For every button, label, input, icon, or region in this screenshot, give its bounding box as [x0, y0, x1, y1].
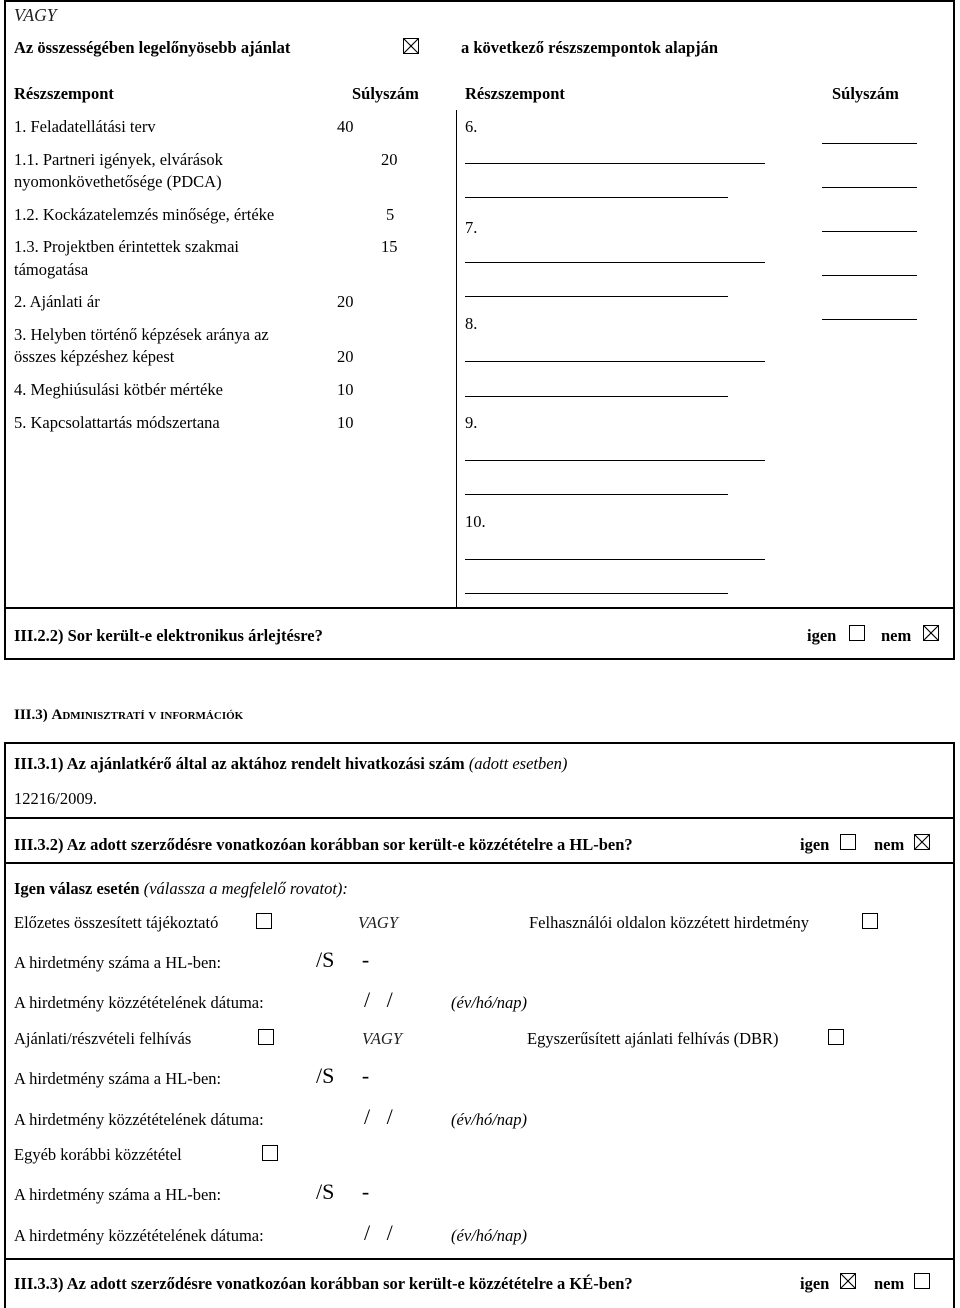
prev-pub-nem-checkbox[interactable] — [914, 834, 930, 850]
ke-igen-label: igen — [800, 1274, 830, 1293]
col-header-left-weight: Súlyszám — [352, 84, 419, 103]
criterion-1-3-line1: 1.3. Projektben érintettek szakmai — [14, 237, 239, 256]
right-criterion-8-line2[interactable] — [465, 396, 728, 397]
if-yes-instruction — [14, 879, 348, 899]
opt-other-checkbox[interactable] — [262, 1145, 278, 1161]
vagy-1: VAGY — [358, 913, 399, 932]
criterion-5: 5. Kapcsolattartás módszertana — [14, 413, 220, 432]
notice-number-label-2: A hirdetmény száma a HL-ben: — [14, 1069, 222, 1088]
notice-date-label-1: A hirdetmény közzétételének dátuma: — [14, 993, 264, 1012]
right-criterion-6-line1[interactable] — [465, 163, 765, 164]
notice-number-label-1: A hirdetmény száma a HL-ben: — [14, 953, 222, 972]
ke-nem-checkbox[interactable] — [914, 1273, 930, 1289]
criterion-1-3-weight: 15 — [381, 237, 398, 256]
prev-pub-divider — [4, 862, 955, 864]
criterion-3-line1: 3. Helyben történő képzések aránya az — [14, 325, 269, 344]
eauction-nem-label: nem — [881, 626, 912, 645]
right-criterion-7-line1[interactable] — [465, 262, 765, 263]
criterion-1: 1. Feladatellátási terv — [14, 117, 156, 136]
opt-dbr-label: Egyszerűsített ajánlati felhívás (DBR) — [527, 1029, 779, 1048]
criterion-1-2: 1.2. Kockázatelemzés minősége, értéke — [14, 205, 275, 224]
right-criterion-9-number: 9. — [465, 413, 478, 432]
vagy-2: VAGY — [362, 1029, 403, 1048]
col-header-right-weight: Súlyszám — [832, 84, 899, 103]
right-weight-line-10[interactable] — [822, 319, 917, 320]
prev-publication-question: III.3.2) Az adott szerződésre vonatkozóan korábban sor került-e közzétételre a HL-ben? — [14, 835, 633, 854]
notice-date-value-2[interactable]: / / — [364, 1104, 393, 1129]
criterion-4: 4. Meghiúsulási kötbér mértéke — [14, 380, 223, 399]
criterion-1-2-weight: 5 — [386, 205, 395, 224]
right-criterion-9-line2[interactable] — [465, 494, 728, 495]
admin-heading-text: Adminisztratí v információk — [51, 707, 244, 723]
col-header-right-criterion: Részszempont — [465, 84, 565, 103]
admin-heading-prefix: III.3) — [14, 707, 52, 723]
criterion-5-weight: 10 — [337, 413, 354, 432]
right-criterion-8-number: 8. — [465, 314, 478, 333]
admin-frame — [4, 742, 955, 1308]
opt-buyer-profile-checkbox[interactable] — [862, 913, 878, 929]
eauction-question: III.2.2) Sor került-e elektronikus árlejtésre? — [14, 626, 323, 645]
ref-number-question-bold: III.3.1) Az ajánlatkérő által az aktához rendelt hivatkozási szám — [14, 754, 465, 773]
col-header-left-criterion: Részszempont — [14, 84, 114, 103]
ke-igen-checkbox[interactable] — [840, 1273, 856, 1289]
notice-date-label-2: A hirdetmény közzétételének dátuma: — [14, 1110, 264, 1129]
opt-buyer-profile-label: Felhasználói oldalon közzétett hirdetmény — [529, 913, 809, 932]
prev-pub-igen-checkbox[interactable] — [840, 834, 856, 850]
criterion-1-3-line2: támogatása — [14, 260, 89, 279]
criterion-1-1-line1: 1.1. Partneri igények, elvárások — [14, 150, 223, 169]
right-weight-line-7[interactable] — [822, 187, 917, 188]
opt-prior-info-checkbox[interactable] — [256, 913, 272, 929]
ref-number-divider — [4, 817, 955, 819]
eauction-nem-checkbox[interactable] — [923, 625, 939, 641]
notice-number-value-2[interactable]: /S - — [316, 1063, 370, 1088]
eauction-igen-checkbox[interactable] — [849, 625, 865, 641]
notice-date-value-1[interactable]: / / — [364, 987, 393, 1012]
admin-section-heading — [14, 707, 243, 724]
award-criteria-suffix: a következő részszempontok alapján — [461, 38, 719, 57]
right-criterion-7-line2[interactable] — [465, 296, 728, 297]
criterion-1-weight: 40 — [337, 117, 354, 136]
notice-number-label-3: A hirdetmény száma a HL-ben: — [14, 1185, 222, 1204]
opt-prior-info-label: Előzetes összesített tájékoztató — [14, 913, 219, 932]
right-criterion-8-line1[interactable] — [465, 361, 765, 362]
right-criterion-10-line2[interactable] — [465, 593, 728, 594]
date-format-2: (év/hó/nap) — [451, 1110, 528, 1129]
criterion-3-weight: 20 — [337, 347, 354, 366]
opt-dbr-checkbox[interactable] — [828, 1029, 844, 1045]
criterion-1-1-line2: nyomonkövethetősége (PDCA) — [14, 172, 222, 191]
right-criterion-6-line2[interactable] — [465, 197, 728, 198]
if-yes-italic: (válassza a megfelelő rovatot): — [143, 879, 348, 898]
opt-call-label: Ajánlati/részvételi felhívás — [14, 1029, 192, 1048]
notice-number-value-3[interactable]: /S - — [316, 1179, 370, 1204]
criterion-3-line2: összes képzéshez képest — [14, 347, 175, 366]
right-criterion-10-number: 10. — [465, 512, 486, 531]
ref-number-question — [14, 754, 567, 774]
ref-number-question-italic: (adott esetben) — [468, 754, 568, 773]
right-criterion-7-number: 7. — [465, 218, 478, 237]
criterion-1-1-weight: 20 — [381, 150, 398, 169]
right-criterion-6-number: 6. — [465, 117, 478, 136]
vagy-label: VAGY — [14, 5, 57, 25]
opt-other-label: Egyéb korábbi közzététel — [14, 1145, 182, 1164]
date-format-3: (év/hó/nap) — [451, 1226, 528, 1245]
date-format-1: (év/hó/nap) — [451, 993, 528, 1012]
eauction-divider — [4, 607, 955, 609]
criterion-2: 2. Ajánlati ár — [14, 292, 100, 311]
notice-date-label-3: A hirdetmény közzétételének dátuma: — [14, 1226, 264, 1245]
right-weight-line-9[interactable] — [822, 275, 917, 276]
prev-pub-igen-label: igen — [800, 835, 830, 854]
award-criteria-label: Az összességében legelőnyösebb ajánlat — [14, 38, 291, 57]
prev-pub-nem-label: nem — [874, 835, 905, 854]
ke-question: III.3.3) Az adott szerződésre vonatkozóan korábban sor került-e közzétételre a KÉ-ben? — [14, 1274, 633, 1293]
award-criteria-checkbox[interactable] — [403, 38, 419, 54]
ke-divider — [4, 1258, 955, 1260]
opt-call-checkbox[interactable] — [258, 1029, 274, 1045]
if-yes-bold: Igen válasz esetén — [14, 879, 140, 898]
notice-date-value-3[interactable]: / / — [364, 1220, 393, 1245]
eauction-igen-label: igen — [807, 626, 837, 645]
criterion-2-weight: 20 — [337, 292, 354, 311]
notice-number-value-1[interactable]: /S - — [316, 947, 370, 972]
criterion-4-weight: 10 — [337, 380, 354, 399]
ref-number-value: 12216/2009. — [14, 789, 97, 808]
column-divider — [456, 110, 457, 608]
right-weight-line-8[interactable] — [822, 231, 917, 232]
right-criterion-9-line1[interactable] — [465, 460, 765, 461]
right-criterion-10-line1[interactable] — [465, 559, 765, 560]
right-weight-line-6[interactable] — [822, 143, 917, 144]
ke-nem-label: nem — [874, 1274, 905, 1293]
